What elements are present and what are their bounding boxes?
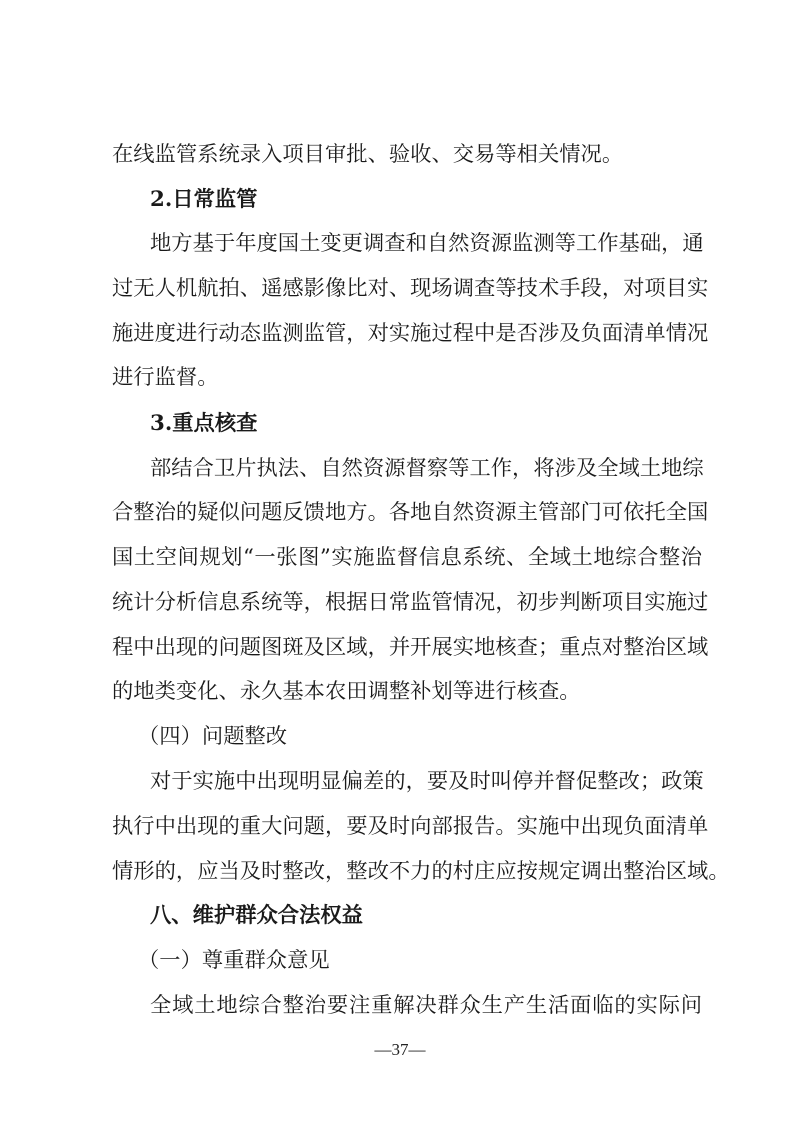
paragraph-line: 过无人机航拍、遥感影像比对、现场调查等技术手段，对项目实 [112, 276, 709, 301]
heading-number: 3. [150, 411, 173, 436]
paragraph-line: 进行监督。 [112, 365, 219, 390]
chapter-heading-protect-rights: 八、维护群众合法权益 [150, 903, 363, 928]
paragraph-line: 的地类变化、永久基本农田调整补划等进行核查。 [112, 679, 581, 704]
paragraph-line: 部结合卫片执法、自然资源督察等工作，将涉及全域土地综 [150, 456, 704, 481]
paragraph-line: 程中出现的问题图斑及区域，并开展实地核查；重点对整治区域 [112, 635, 709, 660]
paragraph-line: 对于实施中出现明显偏差的，要及时叫停并督促整改；政策 [150, 769, 704, 794]
paragraph-line: 施进度进行动态监测监管，对实施过程中是否涉及负面清单情况 [112, 321, 709, 346]
heading-text: 重点核查 [172, 411, 258, 436]
paragraph-line: 地方基于年度国土变更调查和自然资源监测等工作基础，通 [150, 231, 704, 256]
paragraph-line: 全域土地综合整治要注重解决群众生产生活面临的实际问 [150, 993, 702, 1018]
subsection-heading-rectification: （四）问题整改 [138, 724, 288, 749]
heading-text: 日常监管 [172, 187, 258, 212]
text-line: 在线监管系统录入项目审批、验收、交易等相关情况。 [112, 142, 624, 167]
section-heading-key-inspection [150, 410, 702, 438]
page-number: —37— [374, 1040, 426, 1059]
section-heading-daily-supervision [150, 186, 702, 214]
paragraph-line: 统计分析信息系统等，根据日常监管情况，初步判断项目实施过 [112, 590, 709, 615]
paragraph-line: 执行中出现的重大问题，要及时向部报告。实施中出现负面清单 [112, 814, 709, 839]
subsection-heading-respect-opinions: （一）尊重群众意见 [138, 948, 330, 973]
heading-number: 2. [150, 187, 173, 212]
paragraph-line: 合整治的疑似问题反馈地方。各地自然资源主管部门可依托全国 [112, 500, 709, 525]
paragraph-line: 国土空间规划“一张图”实施监督信息系统、全域土地综合整治 [112, 545, 702, 570]
paragraph-line: 情形的，应当及时整改，整改不力的村庄应按规定调出整治区域。 [112, 859, 730, 884]
